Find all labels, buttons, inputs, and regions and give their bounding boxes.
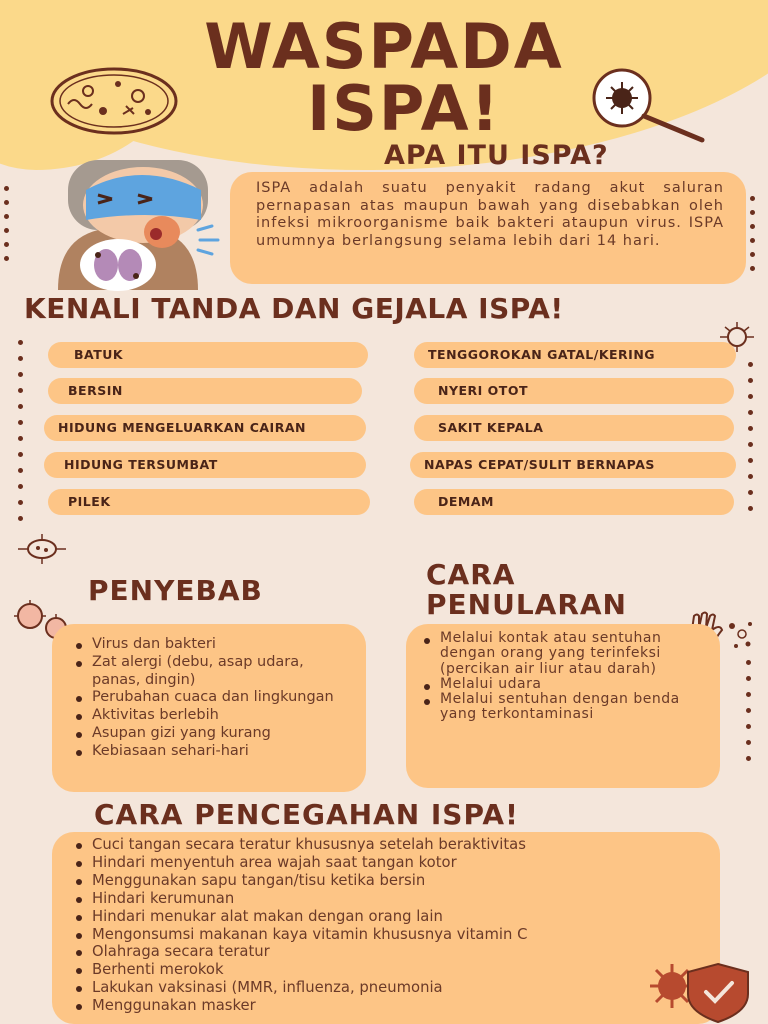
decorative-dot (748, 474, 753, 479)
decorative-dot (18, 500, 23, 505)
decorative-dot (4, 256, 9, 261)
prevention-box (52, 832, 720, 1024)
symptom-pill-hidung-cairan: HIDUNG MENGELUARKAN CAIRAN (44, 415, 366, 441)
decorative-dot (748, 506, 753, 511)
decorative-dot (4, 214, 9, 219)
list-item: Menggunakan masker (68, 997, 706, 1015)
list-item: Melalui kontak atau sentuhan dengan orang yang terinfeksi (percikan air liur atau darah) (416, 631, 706, 677)
decorative-dot (750, 210, 755, 215)
prevention-heading: CARA PENCEGAHAN ISPA! (94, 798, 519, 831)
decorative-dot (750, 224, 755, 229)
list-item: Hindari menukar alat makan dengan orang lain (68, 908, 706, 926)
list-item: Menggunakan sapu tangan/tisu ketika bersin (68, 872, 706, 890)
list-item: Lakukan vaksinasi (MMR, influenza, pneumonia (68, 979, 706, 997)
decorative-dot (4, 242, 9, 247)
symptom-pill-bersin: BERSIN (48, 378, 362, 404)
magnifier-virus-icon (574, 68, 708, 144)
list-item: Hindari kerumunan (68, 890, 706, 908)
symptom-pill-pilek: PILEK (48, 489, 370, 515)
decorative-dot (748, 442, 753, 447)
what-description: ISPA adalah suatu penyakit radang akut saluran pernapasan atas maupun bawah yang disebabkan oleh infeksi mikroorganisme baik bakteri ataupun virus. ISPA umumnya berlangsung selama lebih dari 14 hari. (230, 172, 746, 284)
symptom-pill-hidung-tersumbat: HIDUNG TERSUMBAT (44, 452, 366, 478)
list-item: Olahraga secara teratur (68, 943, 706, 961)
decorative-dot (748, 426, 753, 431)
list-item: Melalui sentuhan dengan benda yang terkontaminasi (416, 692, 706, 723)
list-item: Kebiasaan sehari-hari (68, 743, 352, 761)
list-item: Melalui udara (416, 677, 706, 692)
decorative-dot (18, 516, 23, 521)
transmission-heading-line-2: PENULARAN (426, 588, 627, 621)
list-item: Aktivitas berlebih (68, 707, 352, 725)
list-item: Virus dan bakteri (68, 636, 352, 654)
decorative-dot (748, 458, 753, 463)
decorative-dot (748, 394, 753, 399)
symptoms-heading: KENALI TANDA DAN GEJALA ISPA! (24, 292, 564, 325)
symptom-pill-nyeri-otot: NYERI OTOT (414, 378, 734, 404)
symptom-pill-demam: DEMAM (414, 489, 734, 515)
shield-check-icon (646, 960, 756, 1022)
symptom-pill-napas: NAPAS CEPAT/SULIT BERNAPAS (410, 452, 736, 478)
transmission-heading-line-1: CARA (426, 558, 516, 591)
title-line-2: ISPA! (307, 72, 501, 145)
transmission-box (406, 624, 720, 788)
decorative-dot (746, 724, 751, 729)
list-item: Mengonsumsi makanan kaya vitamin khususnya vitamin C (68, 926, 706, 944)
decorative-dot (746, 708, 751, 713)
decorative-dot (4, 228, 9, 233)
causes-box (52, 624, 366, 792)
decorative-dot (750, 238, 755, 243)
causes-heading: PENYEBAB (88, 574, 263, 607)
list-item: Hindari menyentuh area wajah saat tangan kotor (68, 854, 706, 872)
decorative-dot (746, 756, 751, 761)
symptom-pill-sakit-kepala: SAKIT KEPALA (414, 415, 734, 441)
decorative-dot (748, 362, 753, 367)
decorative-dot (18, 484, 23, 489)
decorative-dot (4, 200, 9, 205)
decorative-dot (18, 404, 23, 409)
list-item: Asupan gizi yang kurang (68, 725, 352, 743)
decorative-dot (18, 388, 23, 393)
virus-icon-left (12, 534, 72, 564)
title-line-1: WASPADA (204, 10, 564, 83)
decorative-dot (748, 490, 753, 495)
list-item: Perubahan cuaca dan lingkungan (68, 689, 352, 707)
decorative-dot (4, 186, 9, 191)
symptom-pill-batuk: BATUK (48, 342, 368, 368)
decorative-dot (746, 676, 751, 681)
decorative-dot (746, 660, 751, 665)
decorative-dot (750, 266, 755, 271)
decorative-dot (748, 378, 753, 383)
decorative-dot (746, 692, 751, 697)
decorative-dot (746, 740, 751, 745)
decorative-dot (18, 452, 23, 457)
list-item: Cuci tangan secara teratur khususnya setelah beraktivitas (68, 836, 706, 854)
decorative-dot (18, 436, 23, 441)
decorative-dot (18, 468, 23, 473)
decorative-dot (18, 356, 23, 361)
decorative-dot (750, 252, 755, 257)
decorative-dot (18, 420, 23, 425)
symptom-pill-tenggorokan: TENGGOROKAN GATAL/KERING (414, 342, 736, 368)
what-heading: APA ITU ISPA? (384, 140, 609, 171)
decorative-dot (750, 196, 755, 201)
decorative-dot (748, 410, 753, 415)
list-item: Berhenti merokok (68, 961, 706, 979)
decorative-dot (18, 340, 23, 345)
petri-dish-icon (48, 66, 180, 136)
decorative-dot (18, 372, 23, 377)
list-item: Zat alergi (debu, asap udara, panas, dingin) (68, 654, 352, 690)
sick-person-icon (38, 150, 228, 290)
